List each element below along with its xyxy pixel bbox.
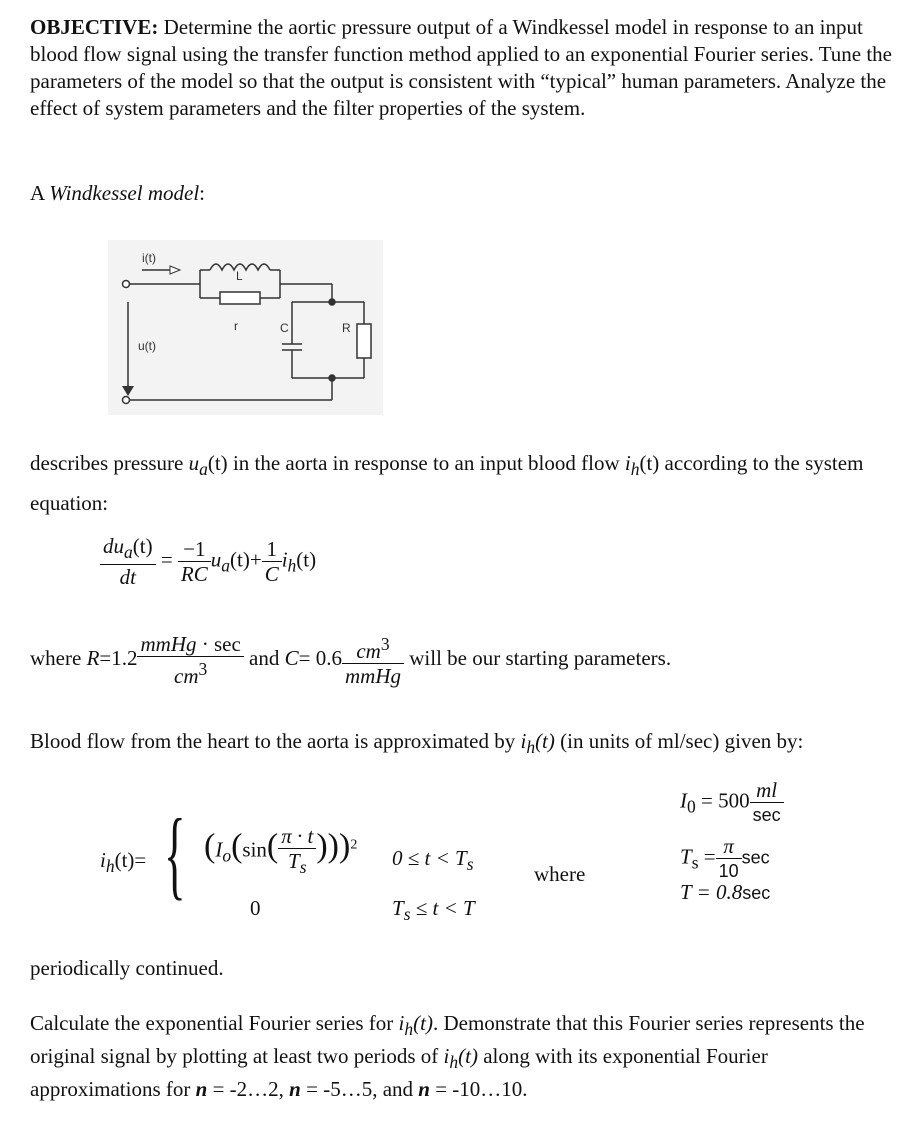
objective-text: Determine the aortic pressure output of a Windkessel model in response to an input blood flow signal using the transfer function method applied to an exponential Fourier series. Tune the parameters of the model so that the output is consistent with “typical” human parameters. Analyze the effect of system parameters and the filter properties of the system. (30, 15, 893, 120)
objective-paragraph (30, 14, 900, 122)
inductor-label: L (236, 269, 243, 283)
windkessel-circuit-diagram (108, 240, 383, 415)
intro-line: A Windkessel model: (30, 181, 205, 205)
resistor-R-label: R (342, 321, 351, 335)
resistor-r-label: r (234, 319, 238, 333)
where-label: where (534, 862, 586, 886)
describes-paragraph: describes pressure $u_a(t)$ in the aorta in response to an input blood flow $i_h(t)$ according to the system equation: (30, 451, 864, 516)
bloodflow-paragraph: Blood flow from the heart to the aorta is approximated by $i_h(t)$ (in units of ml/sec) given by: (30, 729, 804, 758)
system-equation: $\frac{du_a(t)}{dt}$ = $\frac{-1}{RC}$ $u_a(t)+$ $\frac{1}{C}$ $i_h(t)$ (100, 534, 316, 589)
calculate-paragraph: Calculate the exponential Fourier series for $i_h(t)$. Demonstrate that this Fourier series represents the original signal by plotting at least two periods of $i_h(t)$ along with its exponential Fourier approximations for n = -2…2, n = -5…5, and n = -10…10. (30, 1011, 865, 1102)
constants-block: $I_0 = 500$ $\frac{ml}{\sec}$ $T_s$ = $\frac{\pi}{10}$ sec T = 0.8sec (680, 778, 784, 905)
capacitor-label: C (280, 321, 289, 335)
voltage-label: u(t) (138, 339, 156, 353)
windkessel-model-label: Windkessel model (49, 181, 200, 205)
periodic-line: periodically continued. (30, 956, 224, 980)
objective-heading: OBJECTIVE: (30, 15, 159, 39)
current-label: i(t) (142, 251, 156, 265)
parameters-line: where R=1.2 $\frac{\text{mmHg · sec}}{cm^3}$ and C= 0.6 $\frac{cm^3}{\text{mmHg}}$ will be our starting parameters. (30, 632, 672, 688)
piecewise-definition: $i_h(t)=$ { ($I_o(\sin$( $\frac{\pi \cdot t}{T_s}$ )))$^2$ 0 $0 \le t < T_s$ $T_s \le t < T$ (100, 798, 475, 925)
